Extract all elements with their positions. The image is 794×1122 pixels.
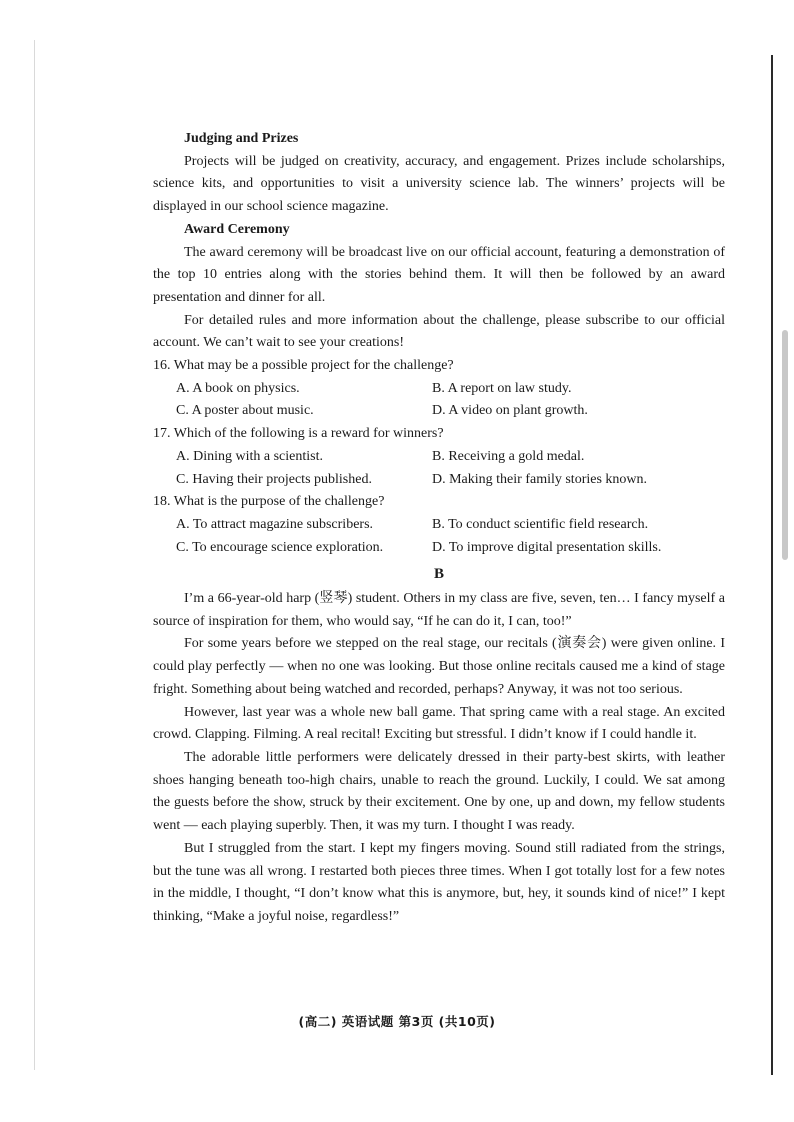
option-grid bbox=[153, 446, 725, 491]
option-d[interactable]: D. A video on plant growth. bbox=[432, 403, 588, 419]
question-stem: 16. What may be a possible project for the challenge? bbox=[153, 358, 454, 374]
exam-page bbox=[153, 128, 725, 929]
question-stem: 17. Which of the following is a reward for winners? bbox=[153, 426, 444, 442]
option-c[interactable]: C. A poster about music. bbox=[176, 403, 314, 419]
question-16 bbox=[153, 355, 725, 423]
scrollbar-thumb[interactable] bbox=[782, 330, 788, 560]
option-c[interactable]: C. To encourage science exploration. bbox=[176, 539, 384, 555]
option-b[interactable]: B. A report on law study. bbox=[432, 380, 572, 396]
page-footer: (高二) 英语试题 第3页 (共10页) bbox=[298, 1014, 496, 1029]
question-17 bbox=[153, 423, 725, 491]
option-a[interactable]: A. Dining with a scientist. bbox=[176, 448, 323, 464]
option-grid bbox=[153, 514, 725, 559]
scan-edge-right bbox=[771, 55, 773, 1075]
scan-edge-left bbox=[34, 40, 35, 1070]
passage-paragraph: But I struggled from the start. I kept my fingers moving. Sound still radiated from the strings, but the tune was all wrong. I restarted both pieces three times. When I got totally lost for a few notes in the middle, I thought, “I don’t know what this is anymore, but, hey, it sounds kind of nice!” I kept thinking, “Make a joyful noise, regardless!” bbox=[153, 840, 725, 924]
option-d[interactable]: D. Making their family stories known. bbox=[432, 471, 648, 487]
question-18 bbox=[153, 491, 725, 559]
judging-text: Projects will be judged on creativity, accuracy, and engagement. Prizes include scholarships, science kits, and opportunities to visit a university science lab. The winners’ projects will be displayed in our school science magazine. bbox=[153, 153, 725, 215]
option-a[interactable]: A. A book on physics. bbox=[176, 380, 300, 396]
section-b-label: B bbox=[433, 566, 444, 583]
judging-heading: Judging and Prizes bbox=[184, 131, 299, 146]
option-d[interactable]: D. To improve digital presentation skills. bbox=[432, 539, 662, 555]
option-c[interactable]: C. Having their projects published. bbox=[176, 471, 372, 487]
option-b[interactable]: B. To conduct scientific field research. bbox=[432, 516, 649, 532]
option-b[interactable]: B. Receiving a gold medal. bbox=[432, 448, 585, 464]
award-heading: Award Ceremony bbox=[184, 221, 290, 237]
passage-paragraph: I’m a 66-year-old harp (竖琴) student. Others in my class are five, seven, ten… I fancy myself a source of inspiration for them, who would say, “If he can do it, I can, too!” bbox=[153, 591, 725, 629]
option-grid bbox=[153, 378, 725, 423]
option-a[interactable]: A. To attract magazine subscribers. bbox=[176, 516, 374, 532]
passage-paragraph: The adorable little performers were delicately dressed in their party-best skirts, with leather shoes hanging beneath too-high chairs, unable to reach the ground. Luckily, I could. We sat among the guests before the show, struck by their excitement. One by one, up and down, my fellow students went — each playing superbly. Then, it was my turn. I thought I was ready. bbox=[153, 749, 725, 834]
question-stem: 18. What is the purpose of the challenge? bbox=[153, 494, 385, 510]
passage-paragraph: For some years before we stepped on the real stage, our recitals (演奏会) were given online. I could play perfectly — when no one was looking. But those online recitals caused me a kind of stage fright. Something about being watched and recorded, perhaps? Anyway, it was not too serious. bbox=[153, 636, 725, 697]
award-text: The award ceremony will be broadcast live on our official account, featuring a demonstration of the top 10 entries along with the stories behind them. It will then be followed by an award presentation and dinner for all. bbox=[153, 244, 725, 305]
passage-paragraph: However, last year was a whole new ball game. That spring came with a real stage. An excited crowd. Clapping. Filming. A real recital! Exciting but stressful. I didn’t know if I could handle it. bbox=[153, 704, 725, 743]
award-closing: For detailed rules and more information about the challenge, please subscribe to our official account. We can’t wait to see your creations! bbox=[153, 312, 725, 351]
